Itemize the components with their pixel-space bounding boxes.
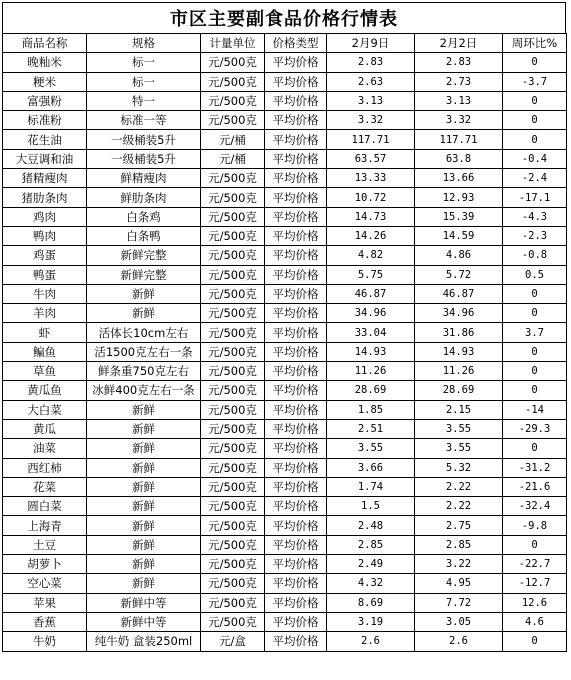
cell-price-type: 平均价格 [265, 632, 327, 651]
cell-price-type: 平均价格 [265, 246, 327, 265]
cell-product: 大豆调和油 [3, 149, 87, 168]
cell-price-type: 平均价格 [265, 53, 327, 72]
cell-spec: 特一 [87, 91, 201, 110]
cell-weekly-change: 0 [503, 381, 567, 400]
cell-previous-price: 3.22 [415, 555, 503, 574]
cell-price-type: 平均价格 [265, 535, 327, 554]
cell-spec: 新鲜完整 [87, 265, 201, 284]
cell-spec: 活体长10cm左右 [87, 323, 201, 342]
table-row [3, 188, 567, 207]
cell-previous-price: 117.71 [415, 130, 503, 149]
cell-spec: 鲜肋条肉 [87, 188, 201, 207]
cell-unit: 元/500克 [201, 612, 265, 631]
cell-previous-price: 3.55 [415, 439, 503, 458]
cell-spec: 白条鸡 [87, 207, 201, 226]
cell-current-price: 5.75 [327, 265, 415, 284]
cell-unit: 元/桶 [201, 149, 265, 168]
cell-unit: 元/500克 [201, 226, 265, 245]
cell-current-price: 3.19 [327, 612, 415, 631]
cell-unit: 元/500克 [201, 477, 265, 496]
cell-current-price: 2.51 [327, 419, 415, 438]
cell-weekly-change: 0 [503, 362, 567, 381]
cell-weekly-change: 0 [503, 284, 567, 303]
cell-spec: 新鲜 [87, 516, 201, 535]
cell-weekly-change: 3.7 [503, 323, 567, 342]
cell-product: 羊肉 [3, 304, 87, 323]
table-row [3, 226, 567, 245]
cell-unit: 元/500克 [201, 419, 265, 438]
cell-current-price: 46.87 [327, 284, 415, 303]
cell-price-type: 平均价格 [265, 111, 327, 130]
cell-product: 苹果 [3, 593, 87, 612]
cell-price-type: 平均价格 [265, 130, 327, 149]
cell-unit: 元/500克 [201, 535, 265, 554]
cell-unit: 元/500克 [201, 265, 265, 284]
cell-product: 香蕉 [3, 612, 87, 631]
cell-current-price: 14.73 [327, 207, 415, 226]
cell-product: 鸭肉 [3, 226, 87, 245]
cell-unit: 元/500克 [201, 439, 265, 458]
cell-unit: 元/500克 [201, 53, 265, 72]
cell-current-price: 10.72 [327, 188, 415, 207]
cell-weekly-change: -9.8 [503, 516, 567, 535]
cell-current-price: 1.74 [327, 477, 415, 496]
cell-previous-price: 2.6 [415, 632, 503, 651]
cell-product: 鳊鱼 [3, 342, 87, 361]
cell-spec: 新鲜 [87, 304, 201, 323]
cell-product: 富强粉 [3, 91, 87, 110]
cell-weekly-change: 0 [503, 535, 567, 554]
cell-price-type: 平均价格 [265, 72, 327, 91]
cell-spec: 新鲜 [87, 400, 201, 419]
cell-weekly-change: 0 [503, 130, 567, 149]
cell-current-price: 13.33 [327, 169, 415, 188]
cell-price-type: 平均价格 [265, 188, 327, 207]
table-row [3, 458, 567, 477]
cell-previous-price: 28.69 [415, 381, 503, 400]
cell-unit: 元/500克 [201, 497, 265, 516]
cell-price-type: 平均价格 [265, 169, 327, 188]
table-row [3, 246, 567, 265]
cell-spec: 新鲜 [87, 555, 201, 574]
table-row [3, 362, 567, 381]
cell-previous-price: 3.55 [415, 419, 503, 438]
header-weekly-change: 周环比% [503, 34, 567, 53]
cell-price-type: 平均价格 [265, 323, 327, 342]
table-row [3, 612, 567, 631]
cell-spec: 新鲜 [87, 535, 201, 554]
cell-weekly-change: -14 [503, 400, 567, 419]
cell-current-price: 2.48 [327, 516, 415, 535]
cell-product: 黄瓜 [3, 419, 87, 438]
cell-price-type: 平均价格 [265, 304, 327, 323]
table-row [3, 323, 567, 342]
cell-weekly-change: -32.4 [503, 497, 567, 516]
cell-product: 土豆 [3, 535, 87, 554]
header-date-current: 2月9日 [327, 34, 415, 53]
table-row [3, 497, 567, 516]
table-row [3, 130, 567, 149]
table-row [3, 53, 567, 72]
table-row [3, 439, 567, 458]
cell-unit: 元/500克 [201, 381, 265, 400]
cell-spec: 鲜精瘦肉 [87, 169, 201, 188]
cell-product: 猪精瘦肉 [3, 169, 87, 188]
cell-price-type: 平均价格 [265, 439, 327, 458]
cell-price-type: 平均价格 [265, 574, 327, 593]
cell-product: 鸭蛋 [3, 265, 87, 284]
cell-unit: 元/500克 [201, 516, 265, 535]
cell-weekly-change: -22.7 [503, 555, 567, 574]
table-body [3, 53, 567, 651]
cell-previous-price: 2.83 [415, 53, 503, 72]
cell-spec: 白条鸭 [87, 226, 201, 245]
cell-price-type: 平均价格 [265, 362, 327, 381]
header-spec: 规格 [87, 34, 201, 53]
cell-weekly-change: 0 [503, 632, 567, 651]
cell-weekly-change: 0 [503, 53, 567, 72]
cell-previous-price: 12.93 [415, 188, 503, 207]
table-row [3, 419, 567, 438]
cell-unit: 元/500克 [201, 400, 265, 419]
cell-spec: 一级桶装5升 [87, 149, 201, 168]
cell-previous-price: 2.75 [415, 516, 503, 535]
cell-price-type: 平均价格 [265, 226, 327, 245]
cell-unit: 元/500克 [201, 72, 265, 91]
cell-unit: 元/500克 [201, 246, 265, 265]
cell-price-type: 平均价格 [265, 91, 327, 110]
cell-price-type: 平均价格 [265, 284, 327, 303]
cell-previous-price: 5.72 [415, 265, 503, 284]
cell-current-price: 14.93 [327, 342, 415, 361]
cell-current-price: 2.63 [327, 72, 415, 91]
cell-weekly-change: 4.6 [503, 612, 567, 631]
cell-unit: 元/500克 [201, 304, 265, 323]
cell-previous-price: 3.13 [415, 91, 503, 110]
cell-product: 胡萝卜 [3, 555, 87, 574]
cell-previous-price: 14.59 [415, 226, 503, 245]
cell-spec: 新鲜完整 [87, 246, 201, 265]
cell-weekly-change: 0 [503, 304, 567, 323]
cell-spec: 新鲜 [87, 439, 201, 458]
cell-previous-price: 2.85 [415, 535, 503, 554]
cell-weekly-change: -0.8 [503, 246, 567, 265]
table-row [3, 555, 567, 574]
cell-current-price: 4.32 [327, 574, 415, 593]
cell-spec: 新鲜 [87, 497, 201, 516]
cell-spec: 新鲜 [87, 284, 201, 303]
cell-product: 晚籼米 [3, 53, 87, 72]
table-row [3, 72, 567, 91]
cell-previous-price: 2.73 [415, 72, 503, 91]
table-row [3, 574, 567, 593]
header-unit: 计量单位 [201, 34, 265, 53]
cell-weekly-change: -3.7 [503, 72, 567, 91]
cell-product: 牛奶 [3, 632, 87, 651]
cell-unit: 元/500克 [201, 169, 265, 188]
cell-current-price: 8.69 [327, 593, 415, 612]
price-table [2, 33, 567, 652]
cell-product: 圆白菜 [3, 497, 87, 516]
cell-unit: 元/500克 [201, 91, 265, 110]
cell-current-price: 2.85 [327, 535, 415, 554]
cell-unit: 元/500克 [201, 284, 265, 303]
cell-spec: 标一 [87, 53, 201, 72]
table-row [3, 284, 567, 303]
cell-previous-price: 3.32 [415, 111, 503, 130]
cell-product: 鸡肉 [3, 207, 87, 226]
cell-unit: 元/500克 [201, 593, 265, 612]
cell-product: 猪肋条肉 [3, 188, 87, 207]
cell-unit: 元/桶 [201, 130, 265, 149]
cell-previous-price: 7.72 [415, 593, 503, 612]
cell-price-type: 平均价格 [265, 458, 327, 477]
table-row [3, 400, 567, 419]
cell-weekly-change: -29.3 [503, 419, 567, 438]
cell-price-type: 平均价格 [265, 593, 327, 612]
cell-previous-price: 5.32 [415, 458, 503, 477]
cell-previous-price: 13.66 [415, 169, 503, 188]
table-header-row [3, 34, 567, 53]
cell-previous-price: 2.22 [415, 477, 503, 496]
table-row [3, 632, 567, 651]
cell-unit: 元/500克 [201, 188, 265, 207]
cell-unit: 元/500克 [201, 111, 265, 130]
cell-current-price: 2.83 [327, 53, 415, 72]
cell-product: 花生油 [3, 130, 87, 149]
cell-spec: 标准一等 [87, 111, 201, 130]
cell-spec: 新鲜 [87, 574, 201, 593]
cell-spec: 新鲜 [87, 477, 201, 496]
cell-spec: 冰鲜400克左右一条 [87, 381, 201, 400]
cell-product: 空心菜 [3, 574, 87, 593]
table-row [3, 149, 567, 168]
cell-price-type: 平均价格 [265, 265, 327, 284]
cell-current-price: 117.71 [327, 130, 415, 149]
cell-previous-price: 2.15 [415, 400, 503, 419]
cell-current-price: 4.82 [327, 246, 415, 265]
cell-spec: 鲜条重750克左右 [87, 362, 201, 381]
table-row [3, 207, 567, 226]
cell-current-price: 1.5 [327, 497, 415, 516]
cell-price-type: 平均价格 [265, 477, 327, 496]
table-row [3, 169, 567, 188]
cell-spec: 一级桶装5升 [87, 130, 201, 149]
cell-product: 大白菜 [3, 400, 87, 419]
cell-previous-price: 63.8 [415, 149, 503, 168]
table-row [3, 516, 567, 535]
cell-previous-price: 4.95 [415, 574, 503, 593]
cell-current-price: 34.96 [327, 304, 415, 323]
cell-unit: 元/500克 [201, 458, 265, 477]
cell-current-price: 11.26 [327, 362, 415, 381]
cell-price-type: 平均价格 [265, 381, 327, 400]
table-row [3, 477, 567, 496]
cell-current-price: 2.6 [327, 632, 415, 651]
cell-previous-price: 46.87 [415, 284, 503, 303]
cell-weekly-change: 0 [503, 111, 567, 130]
cell-product: 油菜 [3, 439, 87, 458]
page-title: 市区主要副食品价格行情表 [2, 2, 566, 34]
cell-product: 粳米 [3, 72, 87, 91]
cell-current-price: 28.69 [327, 381, 415, 400]
header-price-type: 价格类型 [265, 34, 327, 53]
cropped-footnote [0, 674, 571, 680]
cell-product: 花菜 [3, 477, 87, 496]
cell-current-price: 3.13 [327, 91, 415, 110]
cell-weekly-change: 12.6 [503, 593, 567, 612]
cell-price-type: 平均价格 [265, 207, 327, 226]
cell-current-price: 3.55 [327, 439, 415, 458]
cell-weekly-change: -2.3 [503, 226, 567, 245]
cell-weekly-change: -31.2 [503, 458, 567, 477]
cell-current-price: 3.32 [327, 111, 415, 130]
table-row [3, 265, 567, 284]
cell-weekly-change: 0 [503, 439, 567, 458]
cell-previous-price: 11.26 [415, 362, 503, 381]
cell-product: 西红柿 [3, 458, 87, 477]
cell-weekly-change: -17.1 [503, 188, 567, 207]
cell-unit: 元/500克 [201, 555, 265, 574]
header-date-previous: 2月2日 [415, 34, 503, 53]
cell-unit: 元/500克 [201, 362, 265, 381]
cell-previous-price: 2.22 [415, 497, 503, 516]
cell-current-price: 3.66 [327, 458, 415, 477]
cell-price-type: 平均价格 [265, 555, 327, 574]
cell-weekly-change: 0.5 [503, 265, 567, 284]
table-row [3, 304, 567, 323]
cell-weekly-change: 0 [503, 91, 567, 110]
cell-product: 鸡蛋 [3, 246, 87, 265]
cell-previous-price: 4.86 [415, 246, 503, 265]
cell-previous-price: 34.96 [415, 304, 503, 323]
table-row [3, 91, 567, 110]
cell-price-type: 平均价格 [265, 400, 327, 419]
cell-spec: 新鲜 [87, 419, 201, 438]
cell-weekly-change: -2.4 [503, 169, 567, 188]
cell-price-type: 平均价格 [265, 419, 327, 438]
cell-unit: 元/500克 [201, 574, 265, 593]
cell-current-price: 2.49 [327, 555, 415, 574]
cell-price-type: 平均价格 [265, 497, 327, 516]
cell-previous-price: 31.86 [415, 323, 503, 342]
cell-current-price: 33.04 [327, 323, 415, 342]
cell-unit: 元/盒 [201, 632, 265, 651]
cell-product: 黄瓜鱼 [3, 381, 87, 400]
table-row [3, 593, 567, 612]
cell-spec: 活1500克左右一条 [87, 342, 201, 361]
cell-previous-price: 3.05 [415, 612, 503, 631]
cell-spec: 标一 [87, 72, 201, 91]
cell-product: 上海青 [3, 516, 87, 535]
cell-product: 标准粉 [3, 111, 87, 130]
cell-price-type: 平均价格 [265, 342, 327, 361]
cell-current-price: 1.85 [327, 400, 415, 419]
cell-current-price: 63.57 [327, 149, 415, 168]
cell-unit: 元/500克 [201, 342, 265, 361]
table-row [3, 111, 567, 130]
cell-price-type: 平均价格 [265, 612, 327, 631]
cell-weekly-change: -0.4 [503, 149, 567, 168]
cell-unit: 元/500克 [201, 323, 265, 342]
table-row [3, 342, 567, 361]
cell-weekly-change: -21.6 [503, 477, 567, 496]
cell-price-type: 平均价格 [265, 516, 327, 535]
header-product: 商品名称 [3, 34, 87, 53]
cell-spec: 新鲜 [87, 458, 201, 477]
cell-product: 牛肉 [3, 284, 87, 303]
cell-previous-price: 14.93 [415, 342, 503, 361]
cell-product: 草鱼 [3, 362, 87, 381]
cell-weekly-change: 0 [503, 342, 567, 361]
cell-unit: 元/500克 [201, 207, 265, 226]
cell-current-price: 14.26 [327, 226, 415, 245]
cell-spec: 新鲜中等 [87, 593, 201, 612]
cell-spec: 纯牛奶 盒装250ml [87, 632, 201, 651]
cell-price-type: 平均价格 [265, 149, 327, 168]
cell-previous-price: 15.39 [415, 207, 503, 226]
table-row [3, 381, 567, 400]
cell-spec: 新鲜中等 [87, 612, 201, 631]
cell-weekly-change: -12.7 [503, 574, 567, 593]
table-row [3, 535, 567, 554]
cell-weekly-change: -4.3 [503, 207, 567, 226]
cell-product: 虾 [3, 323, 87, 342]
